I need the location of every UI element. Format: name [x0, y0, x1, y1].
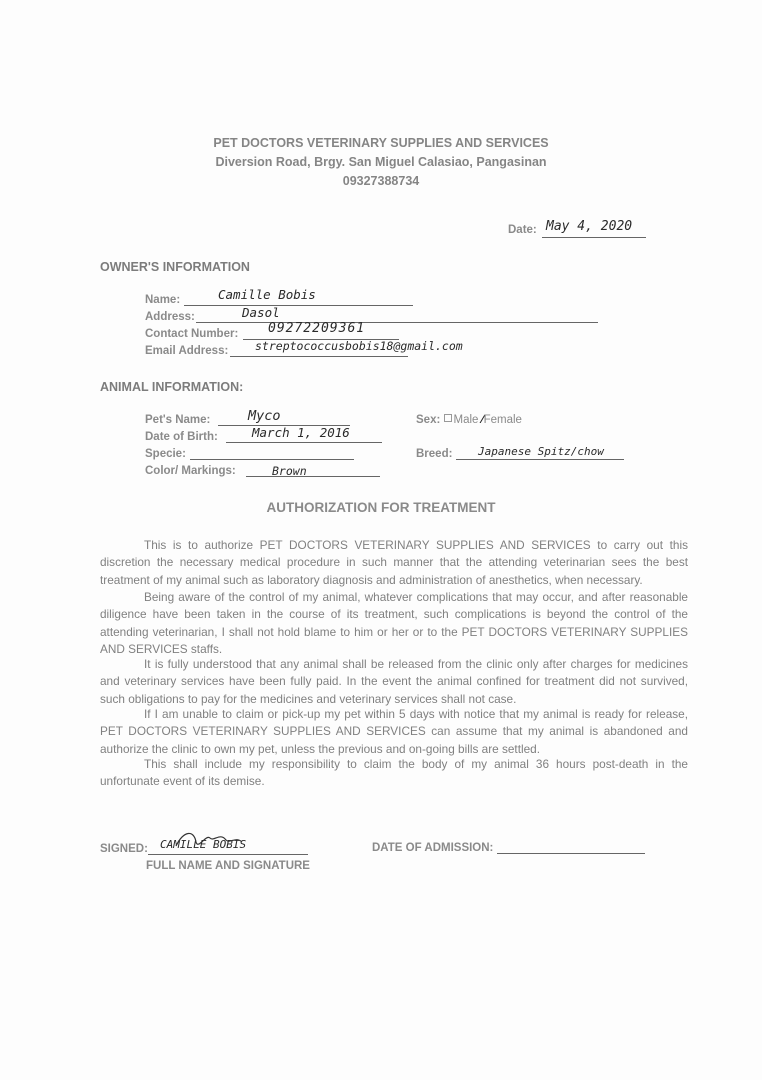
company-address: Diversion Road, Brgy. San Miguel Calasiao, Pangasinan — [215, 155, 547, 169]
authorization-text-3: It is fully understood that any animal shall be released from the clinic only after charges for medicines and veterinary services have been fully paid. In the event the animal confined for treatment did not survived, such obligations to pay for the medicines and veterinary services shall not case. — [100, 657, 688, 706]
owner-name-line — [184, 305, 413, 306]
specie-label: Specie: — [145, 448, 186, 460]
owner-heading: OWNER'S INFORMATION — [100, 260, 250, 274]
pet-name-label: Pet's Name: — [145, 414, 211, 426]
signed-label: SIGNED: — [100, 843, 148, 855]
date-line — [542, 237, 646, 238]
dob-label: Date of Birth: — [145, 431, 218, 443]
date-value: May 4, 2020 — [546, 219, 633, 234]
dob-value: March 1, 2016 — [252, 425, 350, 440]
dob-line — [226, 442, 382, 443]
breed-value: Japanese Spitz/chow — [478, 445, 604, 458]
company-name: PET DOCTORS VETERINARY SUPPLIES AND SERVICES — [213, 136, 549, 150]
color-line — [246, 476, 380, 477]
owner-name-label: Name: — [145, 294, 181, 306]
male-checkbox[interactable] — [444, 414, 452, 422]
owner-address-line — [196, 322, 598, 323]
authorization-text-2: Being aware of the control of my animal, whatever complications that may occur, and after reasonable diligence have been taken in the course of its treatment, such complications is beyond the control of the attending veterinarian, I shall not hold blame to him or her or to the PET DOCTORS VETERINARY SUPPLIES AND SERVICES staffs. — [100, 590, 688, 657]
signature-scribble — [170, 824, 250, 854]
owner-address-label: Address: — [145, 311, 195, 323]
animal-heading: ANIMAL INFORMATION: — [100, 380, 244, 394]
admission-line — [497, 853, 645, 854]
owner-address-value: Dasol — [242, 305, 280, 320]
color-label: Color/ Markings: — [145, 465, 236, 477]
authorization-text-5: This shall include my responsibility to claim the body of my animal 36 hours post-death in the unfortunate event of its demise. — [100, 757, 688, 789]
date-label: Date: — [508, 224, 537, 236]
company-phone: 09327388734 — [342, 174, 420, 188]
authorization-paragraph-1 — [100, 537, 688, 589]
authorization-text-1: This is to authorize PET DOCTORS VETERINARY SUPPLIES AND SERVICES to carry out this discretion the necessary medical procedure in such manner that the attending veterinarian sees the best treatment of my animal such as laboratory diagnosis and administration of anesthetics, when necessary. — [100, 538, 688, 587]
sex-field — [416, 414, 522, 426]
authorization-paragraph-3 — [100, 656, 688, 708]
authorization-title: AUTHORIZATION FOR TREATMENT — [266, 500, 496, 515]
specie-line — [190, 459, 354, 460]
signature-value: CAMILLE BOBIS — [160, 838, 247, 851]
sex-label: Sex: — [416, 414, 441, 426]
breed-label: Breed: — [416, 448, 453, 460]
authorization-paragraph-5 — [100, 756, 688, 791]
owner-name-value: Camille Bobis — [218, 287, 316, 302]
owner-email-line — [230, 356, 408, 357]
authorization-paragraph-2 — [100, 589, 688, 659]
female-checkmark-icon: ⁄ — [481, 414, 484, 426]
owner-email-value: streptococcusbobis18@gmail.com — [255, 339, 463, 353]
owner-email-label: Email Address: — [145, 345, 229, 357]
admission-label: DATE OF ADMISSION: — [372, 842, 494, 854]
sex-male-label: Male — [453, 414, 479, 426]
owner-contact-label: Contact Number: — [145, 328, 239, 340]
signature-line — [148, 854, 308, 855]
authorization-paragraph-4 — [100, 706, 688, 758]
owner-contact-value: 09272209361 — [268, 321, 366, 336]
signature-caption: FULL NAME AND SIGNATURE — [146, 860, 310, 872]
breed-line — [456, 459, 624, 460]
authorization-text-4: If I am unable to claim or pick-up my pet within 5 days with notice that my animal is ready for release, PET DOCTORS VETERINARY SUPPLIES AND SERVICES can assume that my animal is abandoned and authorize the clinic to own my pet, unless the previous and on-going bills are settled. — [100, 707, 688, 756]
sex-female-label: Female — [483, 414, 522, 426]
color-value: Brown — [272, 464, 307, 478]
pet-name-value: Myco — [248, 408, 281, 424]
